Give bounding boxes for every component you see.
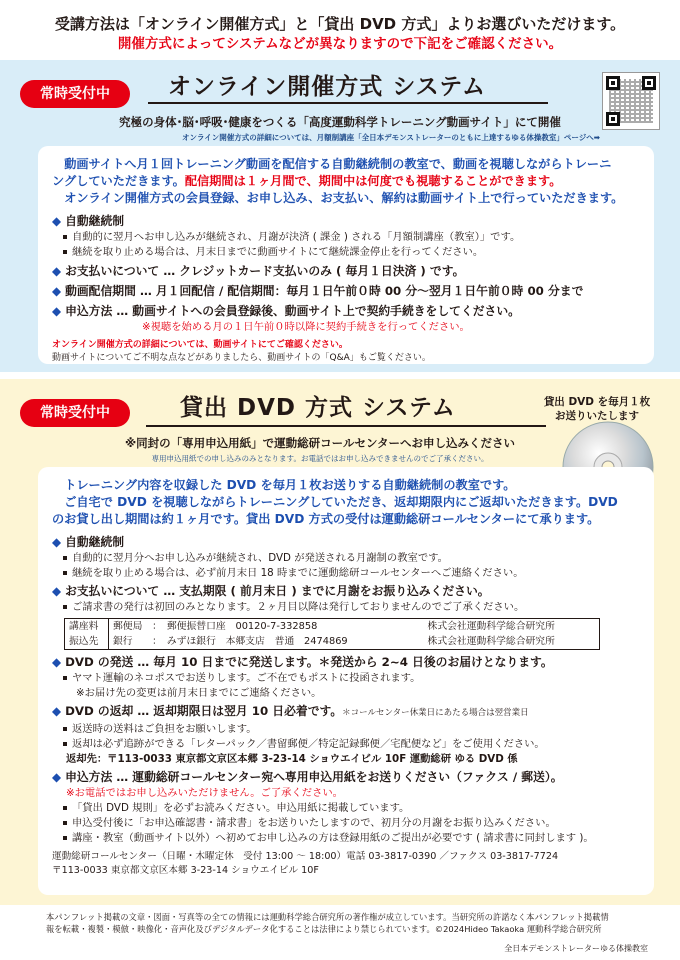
- intro-line-2: 開催方式によってシステムなどが異なりますので下記をご確認ください。: [117, 36, 563, 52]
- payment-bank-account: 銀行 ： みずほ銀行 本郷支店 普通 2474869: [113, 636, 348, 647]
- dvd-heading-payment: ◆ お支払いについて … 支払期限 ( 前月末日 ) までに月謝をお振り込みください。: [52, 584, 490, 598]
- diamond-bullet-icon: ◆: [52, 584, 62, 598]
- online-lead-2: ングしていただきます。配信期間は１ヶ月間で、期間中は何度でも視聴することができます。: [52, 174, 562, 188]
- diamond-bullet-icon: ◆: [52, 304, 62, 318]
- online-detail: 動画サイトについてご不明な点などがありましたら、動画サイトの「Q&A」もご覧ください。: [52, 353, 431, 363]
- diamond-bullet-icon: ◆: [52, 770, 62, 784]
- payment-table: [64, 618, 600, 650]
- dvd-title: 貸出 DVD 方式 システム: [180, 395, 456, 421]
- payment-bank-holder: 株式会社運動科学総合研究所: [427, 636, 555, 647]
- dvd-bullet-9: 「貸出 DVD 規則」を必ずお読みください。申込用紙に掲載しています。: [52, 801, 640, 816]
- online-note: ※視聴を始める月の１日午前０時以降に契約手続きを行ってください。: [142, 321, 470, 333]
- dvd-heading-shipping: ◆ DVD の発送 … 毎月 10 日までに発送します。＊発送から 2~4 日後のお届けとなります。: [52, 655, 553, 669]
- dvd-lead-3: のお貸し出し期間は約１ヶ月です。貸出 DVD 方式の受付は運動総研コールセンターにて承ります。: [52, 512, 600, 526]
- online-heading-auto: ◆ 自動継続制: [52, 214, 125, 228]
- payment-label-1: 講座料: [65, 619, 109, 634]
- dvd-side-note: 貸出 DVD を毎月１枚 お送りいたします: [543, 396, 651, 422]
- online-title-underline: [148, 102, 548, 104]
- dvd-heading-apply: ◆ 申込方法 … 運動総研コールセンター宛へ専用申込用紙をお送りください（ファクス / 郵送）。: [52, 770, 563, 784]
- dvd-bullet-7: 返却は必ず追跡ができる「レターパック／書留郵便／特定記録郵便／宅配便など」をご使用ください。: [52, 737, 640, 752]
- online-lead-1: 動画サイトへ月１回トレーニング動画を配信する自動継続制の教室で、動画を視聴しながらトレーニ: [64, 157, 612, 171]
- dvd-bullet-1: 自動的に翌月分へお申し込みが継続され、DVD が発送される月謝制の教室です。: [52, 551, 640, 566]
- dvd-panel: [38, 467, 654, 895]
- copyright-line-1: 本パンフレット掲載の文章・図面・写真等の全ての情報には運動科学総合研究所の著作権が成立しています。当研究所の許諾なく本パンフレット掲載情: [46, 912, 609, 922]
- dvd-bullet-10: 申込受付後に「お申込確認書・請求書」をお送りいたしますので、初月分の月謝をお振り込みください。: [52, 816, 640, 831]
- dvd-bullet-5: ※お届け先の変更は前月末日までにご連絡ください。: [76, 687, 322, 699]
- diamond-bullet-icon: ◆: [52, 284, 62, 298]
- dvd-heading-auto: ◆ 自動継続制: [52, 535, 125, 549]
- online-section: [0, 60, 680, 372]
- intro: [0, 14, 680, 54]
- dvd-subtitle: ※同封の「専用申込用紙」で運動総研コールセンターへお申し込みください: [125, 436, 515, 450]
- dvd-lead-2: ご自宅で DVD を視聴しながらトレーニングしていただき、返却期限内にご返却いただきます。DVD: [64, 495, 618, 509]
- call-center-address: 〒113-0033 東京都文京区本郷 3-23-14 ショウエイビル 10F: [52, 865, 319, 876]
- online-bullet-2: 継続を取り止める場合は、月末日までに動画サイトにて継続課金停止を行ってください。: [52, 245, 640, 260]
- dvd-subtitle-note: 専用申込用紙での申し込みのみとなります。お電話ではお申し込みできませんのでご了承ください。: [151, 454, 489, 463]
- payment-post-holder: 株式会社運動科学総合研究所: [427, 621, 555, 632]
- online-heading-period: ◆ 動画配信期間 … 月１回配信 / 配信期間：毎月１日午前０時 00 分～翌月１日午前０時 00 分まで: [52, 284, 584, 298]
- online-lead-3: オンライン開催方式の会員登録、お申し込み、お支払い、解約は動画サイト上で行っていただきます。: [64, 191, 624, 205]
- dvd-lead-1: トレーニング内容を収録した DVD を毎月１枚お送りする自動継続制の教室です。: [64, 478, 516, 492]
- online-detail-red: オンライン開催方式の詳細については、動画サイトにてご確認ください。: [52, 340, 348, 350]
- online-badge: 常時受付中: [20, 80, 130, 108]
- payment-label-2: 振込先: [65, 634, 109, 649]
- copyright-line-2: 報を転載・複製・模倣・映像化・音声化及びデジタルデータ化することは法律により禁じられています。©2024Hideo Takaoka 運動科学総合研究所: [46, 924, 602, 934]
- footer-brand: 全日本デモンストレーターゆる体操教室: [504, 944, 648, 953]
- copyright-notice: [46, 911, 656, 935]
- online-heading-payment: ◆ お支払いについて … クレジットカード支払いのみ ( 毎月１日決済 ) です。: [52, 264, 465, 278]
- diamond-bullet-icon: ◆: [52, 655, 62, 669]
- online-detail-link[interactable]: オンライン開催方式の詳細については、月額制講座「全日本デモンストレーターのともに上達するゆる体操教室」ページへ➡: [181, 133, 600, 142]
- dvd-heading-return: ◆ DVD の返却 … 返却期限日は翌月 10 日必着です。＊コールセンター休業日にあたる場合は翌営業日: [52, 704, 529, 718]
- diamond-bullet-icon: ◆: [52, 264, 62, 278]
- online-panel: [38, 146, 654, 364]
- dvd-note: ※お電話ではお申し込みいただけません。ご了承ください。: [66, 787, 343, 799]
- call-center-contact: 運動総研コールセンター（日曜・木曜定休 受付 13:00 ～ 18:00）電話 03-3817-0390 ／ファクス 03-3817-7724: [52, 851, 559, 862]
- dvd-bullet-3: ご請求書の発行は初回のみとなります。２ヶ月目以降は発行しておりませんのでご了承ください。: [52, 600, 640, 615]
- dvd-title-underline: [146, 425, 546, 427]
- online-title: オンライン開催方式 システム: [168, 74, 487, 100]
- intro-line-1: 受講方法は「オンライン開催方式」と「貸出 DVD 方式」よりお選びいただけます。: [54, 15, 626, 33]
- dvd-section: [0, 379, 680, 905]
- dvd-badge: 常時受付中: [20, 399, 130, 427]
- dvd-bullet-11: 講座・教室（動画サイト以外）へ初めてお申し込みの方は登録用紙のご提出が必要です ( 請求書に同封します )。: [52, 831, 640, 846]
- diamond-bullet-icon: ◆: [52, 214, 62, 228]
- dvd-return-address: 返却先：〒113-0033 東京都文京区本郷 3-23-14 ショウエイビル 10F 運動総研 ゆる DVD 係: [66, 753, 518, 765]
- dvd-bullet-4: ヤマト運輸のネコポスでお送りします。ご不在でもポストに投函されます。: [52, 671, 640, 686]
- online-heading-apply: ◆ 申込方法 … 動画サイトへの会員登録後、動画サイト上で契約手続きをしてください。: [52, 304, 520, 318]
- dvd-bullet-2: 継続を取り止める場合は、必ず前月末日 18 時までに運動総研コールセンターへご連絡ください。: [52, 566, 640, 581]
- diamond-bullet-icon: ◆: [52, 704, 62, 718]
- payment-post-account: 郵便局 ： 郵便振替口座 00120-7-332858: [113, 621, 318, 632]
- diamond-bullet-icon: ◆: [52, 535, 62, 549]
- dvd-bullet-6: 返送時の送料はご負担をお願いします。: [52, 722, 640, 737]
- online-subtitle: 究極の身体･脳･呼吸･健康をつくる「高度運動科学トレーニング動画サイト」にて開催: [119, 115, 561, 129]
- online-bullet-1: 自動的に翌月へお申し込みが継続され、月謝が決済 ( 課金 ) される「月額制講座（教室）」です。: [52, 230, 640, 245]
